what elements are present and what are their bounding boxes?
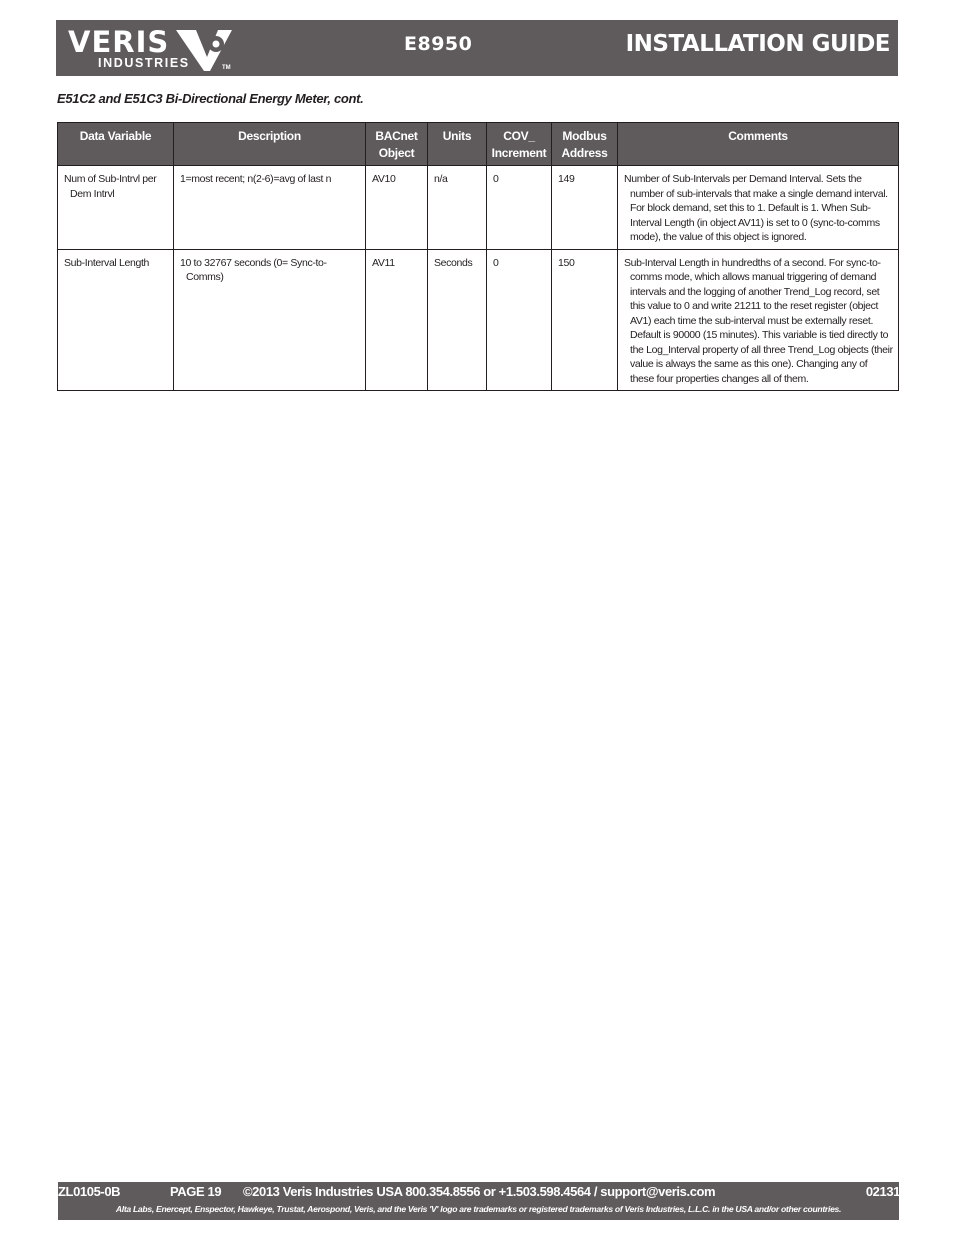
cell-cov-increment: 0 xyxy=(487,249,552,391)
cell-units: Seconds xyxy=(428,249,487,391)
table-row xyxy=(58,249,899,391)
trademark-notice: Alta Labs, Enercept, Enspector, Hawkeye, Trustat, Aerospond, Veris, and the Veris 'V' logo are trademarks or registered trademarks of Veris Industries, L.L.C. in the USA and/or other countries. xyxy=(115,1204,842,1214)
date-code: 02131 xyxy=(865,1184,900,1199)
col-header-bacnet-object: BACnet Object xyxy=(366,123,428,166)
cell-comments: Sub-Interval Length in hundredths of a second. For sync-to-comms mode, which allows manual triggering of demand intervals and the logging of another Trend_Log record, set this value to 0 and write 21211 to the reset register (object AV1) each time the sub-interval must be externally reset. Default is 90000 (15 minutes). This variable is tied directly to the Log_Interval property of all three Trend_Log objects (their value is always the same as this one). Changing any of these four properties changes all of them. xyxy=(618,249,899,391)
document-type: INSTALLATION GUIDE xyxy=(625,31,890,57)
cell-description: 1=most recent; n(2-6)=avg of last n xyxy=(174,166,366,250)
col-header-data-variable: Data Variable xyxy=(58,123,174,166)
cell-bacnet-object: AV11 xyxy=(366,249,428,391)
document-number: ZL0105-0B xyxy=(58,1184,121,1199)
trademark-mark: TM xyxy=(222,65,231,71)
cell-description: 10 to 32767 seconds (0= Sync-to-Comms) xyxy=(174,249,366,391)
col-header-modbus-address: Modbus Address xyxy=(552,123,618,166)
table-header-row xyxy=(58,123,899,166)
cell-modbus-address: 149 xyxy=(552,166,618,250)
cell-comments: Number of Sub-Intervals per Demand Interval. Sets the number of sub-intervals that make a single demand interval. For block demand, set this to 1. Default is 1. When Sub-Interval Length (in object AV11) is set to 0 (sync-to-comms mode), the value of this object is ignored. xyxy=(618,166,899,250)
col-header-description: Description xyxy=(174,123,366,166)
logo-wordmark: VERIS xyxy=(68,25,170,59)
cell-bacnet-object: AV10 xyxy=(366,166,428,250)
cell-cov-increment: 0 xyxy=(487,166,552,250)
copyright-contact: ©2013 Veris Industries USA 800.354.8556 or +1.503.598.4564 / support@veris.com xyxy=(243,1184,716,1199)
page-header xyxy=(56,20,898,76)
page-footer xyxy=(58,1182,899,1220)
data-variable-table xyxy=(57,122,899,391)
cell-modbus-address: 150 xyxy=(552,249,618,391)
cell-data-variable: Num of Sub-Intrvl per Dem Intrvl xyxy=(58,166,174,250)
table-row xyxy=(58,166,899,250)
logo-subtitle: INDUSTRIES xyxy=(98,56,190,70)
model-number: E8950 xyxy=(404,33,473,55)
veris-logo xyxy=(66,24,236,74)
cell-data-variable: Sub-Interval Length xyxy=(58,249,174,391)
page-number: PAGE 19 xyxy=(170,1184,222,1199)
cell-units: n/a xyxy=(428,166,487,250)
section-title: E51C2 and E51C3 Bi-Directional Energy Meter, cont. xyxy=(57,91,364,106)
col-header-cov-increment: COV_ Increment xyxy=(487,123,552,166)
col-header-comments: Comments xyxy=(618,123,899,166)
col-header-units: Units xyxy=(428,123,487,166)
